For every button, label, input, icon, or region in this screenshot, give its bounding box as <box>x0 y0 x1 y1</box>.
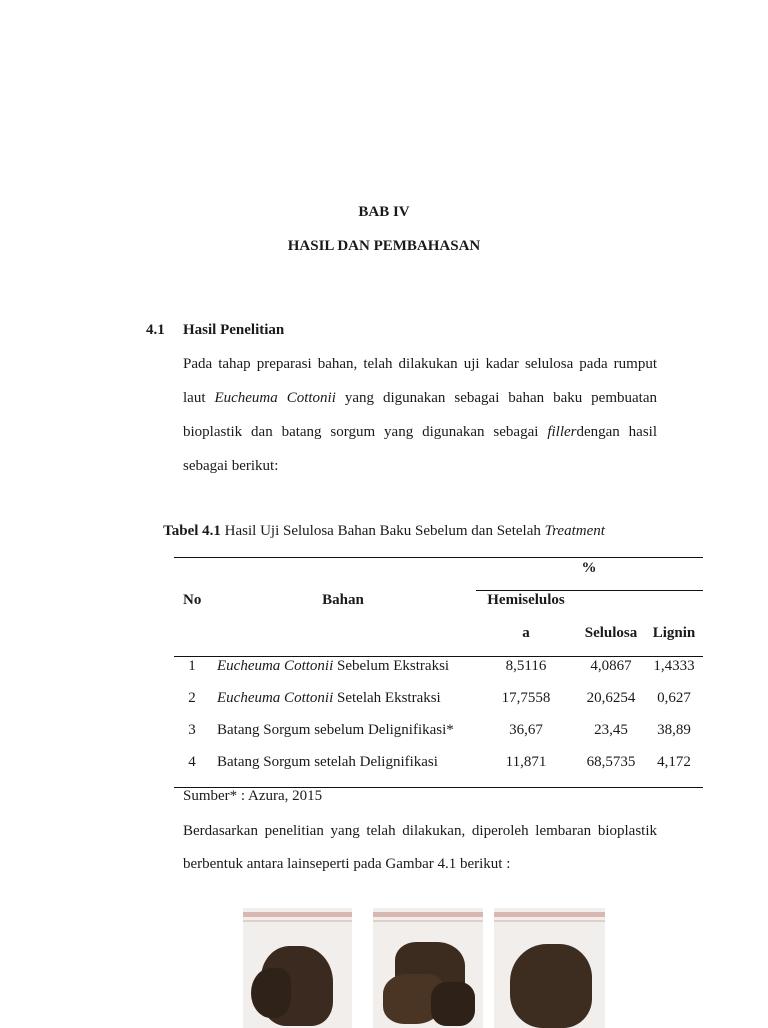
cell-hemiselulosa: 8,5116 <box>505 658 547 674</box>
cell-no: 2 <box>188 690 196 706</box>
bioplastic-sheet-photo-3 <box>494 908 605 1028</box>
paragraph-line: berbentuk antara lainseperti pada Gambar 4.1 berikut : <box>183 856 511 872</box>
chapter-heading: BAB IV <box>358 204 410 220</box>
cell-no: 3 <box>188 722 196 738</box>
bioplastic-sheet-photo-2 <box>373 908 483 1028</box>
cell-lignin: 4,172 <box>657 754 691 770</box>
paragraph-line: bioplastik dan batang sorgum yang digunakan sebagai fillerdengan hasil <box>183 424 658 440</box>
cell-selulosa: 4,0867 <box>590 658 632 674</box>
chapter-title: HASIL DAN PEMBAHASAN <box>287 238 481 254</box>
header-bahan: Bahan <box>322 592 364 608</box>
paragraph-line: laut Eucheuma Cottonii yang digunakan sebagai bahan baku pembuatan <box>183 390 657 406</box>
cell-selulosa: 23,45 <box>594 722 628 738</box>
paragraph-line: Pada tahap preparasi bahan, telah dilakukan uji kadar selulosa pada rumput <box>183 356 657 372</box>
table-top-rule <box>174 557 703 558</box>
header-selulosa: Selulosa <box>584 625 638 641</box>
header-lignin: Lignin <box>652 625 696 641</box>
cell-bahan: Eucheuma Cottonii Sebelum Ekstraksi <box>217 658 450 674</box>
table-source: Sumber* : Azura, 2015 <box>183 788 323 804</box>
cell-no: 1 <box>188 658 196 674</box>
cell-lignin: 1,4333 <box>653 658 695 674</box>
cell-selulosa: 20,6254 <box>586 690 636 706</box>
cell-selulosa: 68,5735 <box>586 754 636 770</box>
cell-bahan: Eucheuma Cottonii Setelah Ekstraksi <box>217 690 441 706</box>
header-percent: % <box>581 560 597 576</box>
cell-lignin: 38,89 <box>657 722 691 738</box>
section-number: 4.1 <box>146 322 165 338</box>
cell-no: 4 <box>188 754 196 770</box>
header-no: No <box>183 592 202 608</box>
cell-bahan: Batang Sorgum setelah Delignifikasi <box>217 754 438 770</box>
header-hemiselulosa: Hemiselulos <box>487 592 565 608</box>
cell-hemiselulosa: 17,7558 <box>501 690 551 706</box>
header-hemiselulosa-wrap: a <box>522 625 530 641</box>
cell-hemiselulosa: 11,871 <box>505 754 547 770</box>
cell-hemiselulosa: 36,67 <box>509 722 543 738</box>
section-title: Hasil Penelitian <box>183 322 285 338</box>
paragraph-line: Berdasarkan penelitian yang telah dilakukan, diperoleh lembaran bioplastik <box>183 823 657 839</box>
table-header-rule <box>174 656 703 657</box>
cell-lignin: 0,627 <box>657 690 691 706</box>
table-percent-rule <box>476 590 703 591</box>
bioplastic-sheet-photo-1 <box>243 908 352 1028</box>
cell-bahan: Batang Sorgum sebelum Delignifikasi* <box>217 722 454 738</box>
paragraph-line: sebagai berikut: <box>183 458 279 474</box>
table-caption: Tabel 4.1 Hasil Uji Selulosa Bahan Baku Sebelum dan Setelah Treatment <box>163 523 605 539</box>
